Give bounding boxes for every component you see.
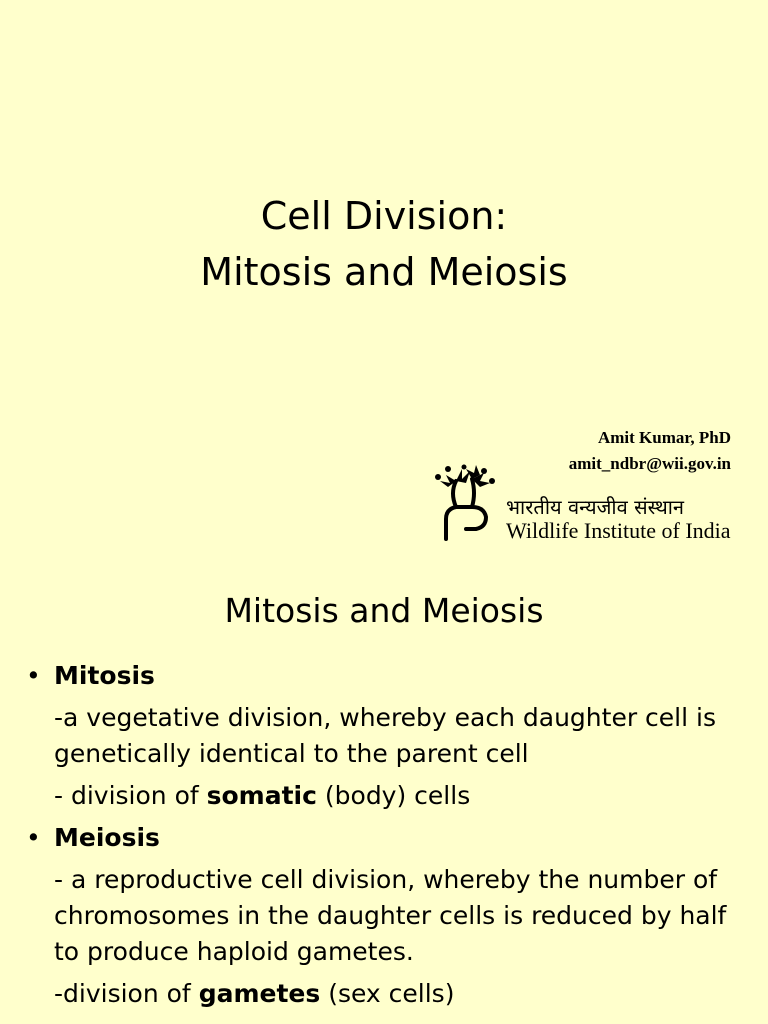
deer-tree-logo-icon xyxy=(426,463,504,543)
mitosis-suffix: (body) cells xyxy=(316,781,471,810)
author-email: amit_ndbr@wii.gov.in xyxy=(568,454,731,473)
meiosis-cell-type xyxy=(22,976,752,1012)
meiosis-suffix: (sex cells) xyxy=(320,979,455,1008)
mitosis-cell-type xyxy=(22,778,752,814)
author-name: Amit Kumar, PhD xyxy=(597,428,731,447)
institute-name-english: Wildlife Institute of India xyxy=(506,518,731,543)
bullet-heading: Mitosis xyxy=(54,661,155,690)
slide-title xyxy=(0,188,768,300)
meiosis-description: - a reproductive cell division, whereby the number of chromosomes in the daughter cells is reduced by half to produce haploid gametes. xyxy=(54,865,727,966)
bullet-mitosis xyxy=(22,658,752,694)
slide-title-2: Mitosis and Meiosis xyxy=(224,591,544,630)
bullet-dot: • xyxy=(26,661,41,690)
content-slide xyxy=(0,576,768,1024)
title-line-1: Cell Division: xyxy=(260,194,508,238)
mitosis-prefix: - division of xyxy=(54,781,207,810)
bullet-heading: Meiosis xyxy=(54,823,160,852)
meiosis-bold-term: gametes xyxy=(198,979,321,1008)
bullet-meiosis xyxy=(22,820,752,856)
institute-name-hindi: भारतीय वन्यजीव संस्थान xyxy=(506,495,685,519)
mitosis-bold-term: somatic xyxy=(206,781,317,810)
meiosis-prefix: -division of xyxy=(54,979,199,1008)
bullet-list xyxy=(22,658,752,1012)
bullet-dot: • xyxy=(26,823,41,852)
title-line-2: Mitosis and Meiosis xyxy=(200,250,568,294)
institute-logo xyxy=(424,463,768,543)
mitosis-description: -a vegetative division, whereby each daughter cell is genetically identical to the parent cell xyxy=(54,703,716,768)
